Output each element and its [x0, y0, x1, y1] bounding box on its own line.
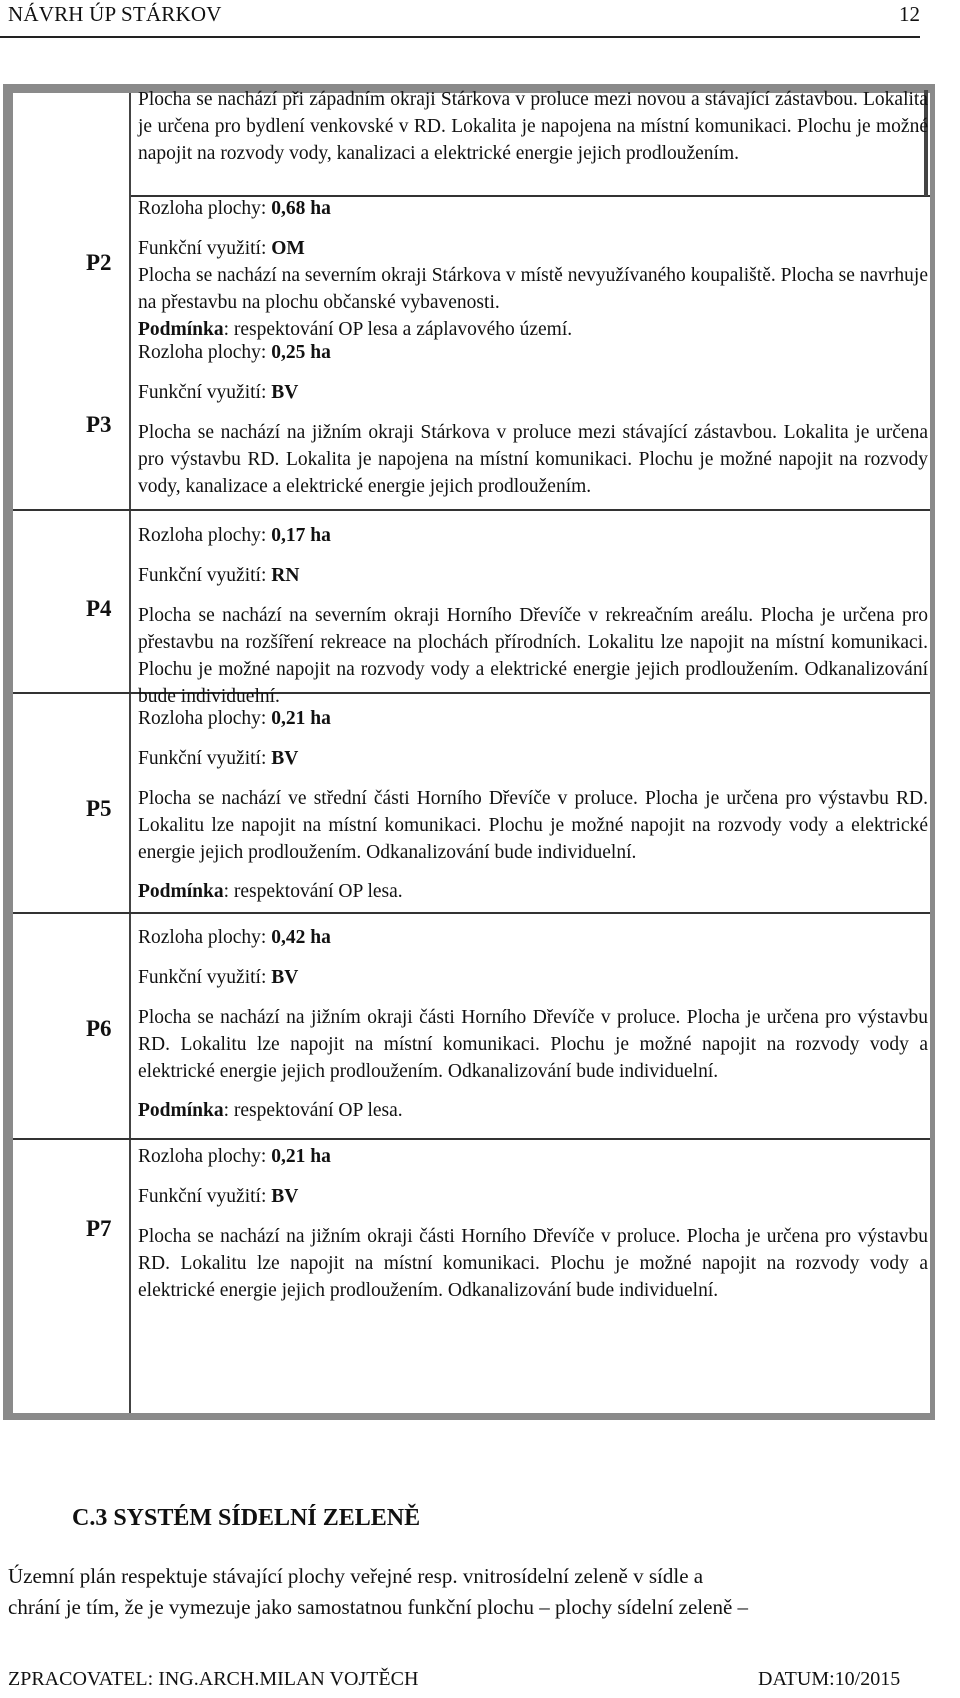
column-divider [129, 93, 131, 1413]
use-line: Funkční využití: RN [138, 565, 300, 586]
row-code-p3: P3 [86, 412, 112, 437]
page-header-title: NÁVRH ÚP STÁRKOV [8, 2, 222, 26]
row-code-p7: P7 [86, 1216, 112, 1241]
section-body [8, 1561, 960, 1623]
header-rule [0, 36, 920, 38]
page-number: 12 [899, 2, 920, 26]
section-heading: C.3 SYSTÉM SÍDELNÍ ZELENĚ [72, 1505, 421, 1531]
row-code-p6: P6 [86, 1016, 112, 1041]
condition-line: Podmínka: respektování OP lesa a záplavového území. [138, 319, 573, 340]
area-line: Rozloha plochy: 0,21 ha [138, 708, 331, 729]
row-description: Plocha se nachází na jižním okraji části Horního Dřevíče v proluce. Plocha je určena pro výstavbu RD. Lokalitu lze napojit na místní komunikaci. Plochu je možné napojit na rozvody vody a elektrické energie jejich prodloužením. Odkanalizování bude individuelní. [138, 1007, 928, 1082]
row-description: Plocha se nachází při západním okraji Stárkova v proluce mezi novou a stávající zástavbou. Lokalita je určena pro bydlení venkovské v RD. Lokalita je napojena na místní komunikaci. Plochu je možné napojit na rozvody vody, kanalizaci a elektrické energie jejich prodloužením. [138, 89, 928, 164]
section-body-line: chrání je tím, že je vymezuje jako samostatnou funkční plochu – plochy sídelní zeleně – [8, 1595, 749, 1619]
row-divider [13, 509, 930, 511]
area-line: Rozloha plochy: 0,68 ha [138, 198, 331, 219]
table-row-continued [138, 86, 928, 167]
footer-author: ZPRACOVATEL: ING.ARCH.MILAN VOJTĚCH [8, 1668, 419, 1690]
use-line: Funkční využití: BV [138, 1186, 299, 1207]
table-row-p6 [138, 924, 928, 1124]
area-line: Rozloha plochy: 0,42 ha [138, 927, 331, 948]
table-row-p2 [138, 195, 928, 343]
use-line: Funkční využití: BV [138, 748, 299, 769]
row-description: Plocha se nachází na severním okraji Stárkova v místě nevyužívaného koupaliště. Plocha se navrhuje na přestavbu na plochu občanské vybavenosti. [138, 265, 928, 313]
use-line: Funkční využití: OM [138, 238, 305, 259]
row-code-p5: P5 [86, 796, 112, 821]
row-code-p2: P2 [86, 250, 112, 275]
use-line: Funkční využití: BV [138, 382, 299, 403]
row-description: Plocha se nachází na jižním okraji Stárkova v proluce mezi stávající zástavbou. Lokalita je určena pro výstavbu RD. Lokalita je napojena na místní komunikaci. Plochu je možné napojit na rozvody vody, kanalizace a elektrické energie jejich prodloužením. [138, 422, 928, 497]
row-description: Plocha se nachází na jižním okraji části Horního Dřevíče v proluce. Plocha je určena pro výstavbu RD. Lokalitu lze napojit na místní komunikaci. Plochu je možné napojit na rozvody vody a elektrické energie jejich prodloužením. Odkanalizování bude individuelní. [138, 1226, 928, 1301]
table-row-p5 [138, 705, 928, 905]
row-code-p4: P4 [86, 596, 112, 621]
footer-date: DATUM:10/2015 [758, 1668, 901, 1690]
table-row-p7 [138, 1143, 928, 1304]
area-line: Rozloha plochy: 0,21 ha [138, 1146, 331, 1167]
condition-line: Podmínka: respektování OP lesa. [138, 881, 403, 902]
row-divider [13, 1138, 930, 1140]
area-line: Rozloha plochy: 0,25 ha [138, 342, 331, 363]
use-line: Funkční využití: BV [138, 967, 299, 988]
row-description: Plocha se nachází ve střední části Horního Dřevíče v proluce. Plocha je určena pro výstavbu RD. Lokalitu lze napojit na místní komunikaci. Plochu je možné napojit na rozvody vody a elektrické energie jejich prodloužením. Odkanalizování bude individuelní. [138, 788, 928, 863]
area-line: Rozloha plochy: 0,17 ha [138, 525, 331, 546]
table-row-p3 [138, 339, 928, 500]
condition-line: Podmínka: respektování OP lesa. [138, 1100, 403, 1121]
section-body-line: Územní plán respektuje stávající plochy veřejné resp. vnitrosídelní zeleně v sídle a [8, 1564, 704, 1588]
row-description: Plocha se nachází na severním okraji Horního Dřevíče v rekreačním areálu. Plocha je určena pro přestavbu na rozšíření rekreace na plochách přírodních. Lokalitu lze napojit na místní komunikaci. Plochu je možné napojit na rozvody vody a elektrické energie jejich prodloužením. Odkanalizování bude individuelní. [138, 605, 928, 707]
row-divider [13, 912, 930, 914]
table-row-p4 [138, 522, 928, 710]
